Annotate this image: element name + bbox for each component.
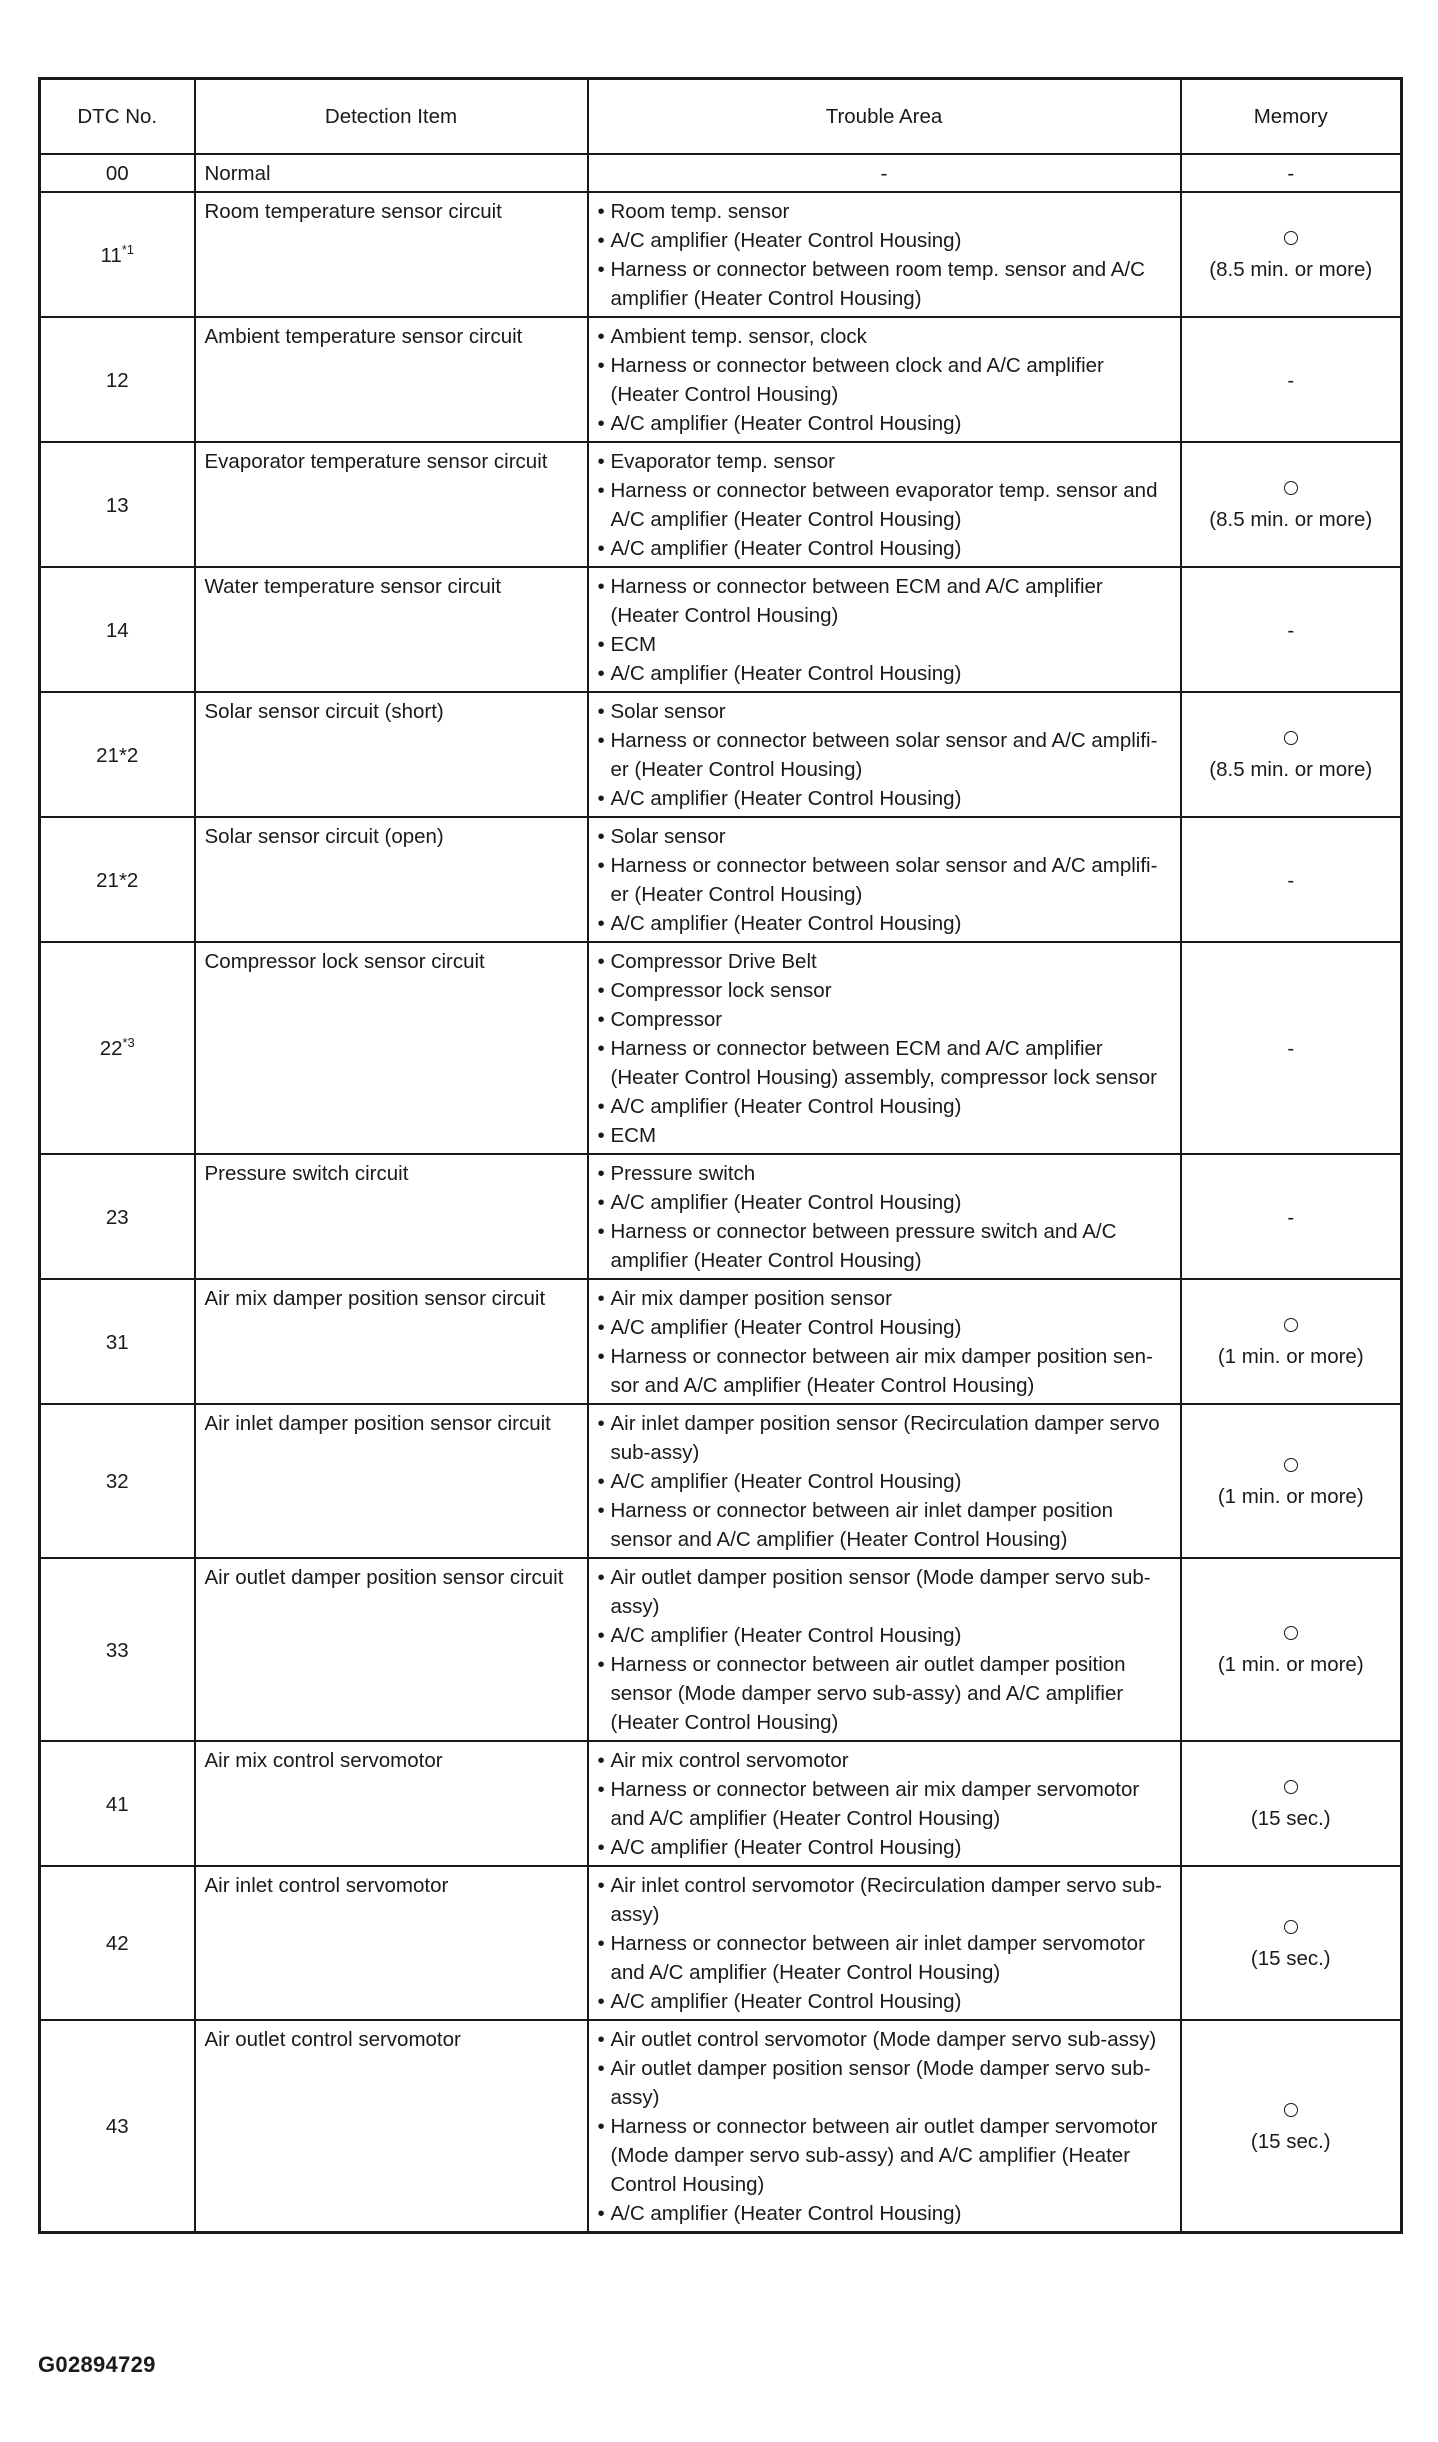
dtc-cell xyxy=(40,442,195,567)
dtc-number: 21*2 xyxy=(96,868,139,892)
trouble-area-item: • Pressure switch xyxy=(598,1159,1171,1188)
table-row xyxy=(40,1866,1402,2020)
table-row xyxy=(40,1558,1402,1741)
trouble-area-item: • A/C amplifier (Heater Control Housing) xyxy=(598,1621,1171,1650)
memory-value: - xyxy=(1287,868,1295,892)
trouble-area-item: • Air outlet damper position sensor (Mode damper servo sub-assy) xyxy=(598,2054,1171,2112)
trouble-area-item: • Harness or connector between solar sensor and A/C amplifi-er (Heater Control Housing) xyxy=(598,851,1171,909)
memory-value: (8.5 min. or more) xyxy=(1209,508,1373,531)
trouble-area-cell: - xyxy=(588,154,1181,192)
trouble-area-item: • Air mix damper position sensor xyxy=(598,1284,1171,1313)
trouble-area-list xyxy=(598,1284,1171,1400)
dtc-footnote-mark: *1 xyxy=(121,241,135,257)
detection-item-cell: Air inlet control servomotor xyxy=(195,1866,588,2020)
dtc-table xyxy=(38,77,1403,2234)
table-row xyxy=(40,942,1402,1154)
trouble-area-cell xyxy=(588,1558,1181,1741)
trouble-area-item: • ECM xyxy=(598,630,1171,659)
trouble-area-list xyxy=(598,197,1171,313)
table-header-row xyxy=(40,79,1402,155)
memory-value: - xyxy=(1287,162,1295,185)
trouble-area-item: • Harness or connector between ECM and A/C amplifier (Heater Control Housing) xyxy=(598,572,1171,630)
memory-circle-icon xyxy=(1284,1626,1298,1640)
trouble-area-item: • Room temp. sensor xyxy=(598,197,1171,226)
memory-cell xyxy=(1181,817,1402,942)
trouble-area-item: • Harness or connector between air inlet damper position sensor and A/C amplifier (Heater Control Housing) xyxy=(598,1496,1171,1554)
memory-circle-icon xyxy=(1284,1780,1298,1794)
dtc-number: 31 xyxy=(105,1330,129,1354)
table-row xyxy=(40,1404,1402,1558)
memory-cell xyxy=(1181,1279,1402,1404)
trouble-area-cell xyxy=(588,192,1181,317)
trouble-area-item: • A/C amplifier (Heater Control Housing) xyxy=(598,226,1171,255)
table-row xyxy=(40,192,1402,317)
trouble-area-item: • A/C amplifier (Heater Control Housing) xyxy=(598,1092,1171,1121)
memory-circle-icon xyxy=(1284,231,1298,245)
trouble-area-list xyxy=(598,2025,1171,2228)
trouble-area-item: • A/C amplifier (Heater Control Housing) xyxy=(598,2199,1171,2228)
memory-cell xyxy=(1181,1558,1402,1741)
trouble-area-item: • Solar sensor xyxy=(598,697,1171,726)
memory-cell xyxy=(1181,1404,1402,1558)
memory-value: - xyxy=(1287,1037,1295,1060)
memory-value: - xyxy=(1287,368,1295,392)
trouble-area-cell xyxy=(588,2020,1181,2233)
trouble-area-list xyxy=(598,1409,1171,1554)
dtc-number: 23 xyxy=(105,1205,129,1229)
memory-cell xyxy=(1181,192,1402,317)
dtc-cell xyxy=(40,1866,195,2020)
trouble-area-list xyxy=(598,1746,1171,1862)
memory-cell xyxy=(1181,1154,1402,1279)
table-row xyxy=(40,2020,1402,2233)
table-row xyxy=(40,1279,1402,1404)
dtc-cell xyxy=(40,1404,195,1558)
dtc-cell xyxy=(40,1154,195,1279)
trouble-area-item: • Harness or connector between air mix damper servomotor and A/C amplifier (Heater Control Housing) xyxy=(598,1775,1171,1833)
header-detection-item: Detection Item xyxy=(195,79,588,155)
detection-item-cell: Solar sensor circuit (open) xyxy=(195,817,588,942)
memory-cell xyxy=(1181,154,1402,192)
trouble-area-item: • A/C amplifier (Heater Control Housing) xyxy=(598,784,1171,813)
trouble-area-cell xyxy=(588,1154,1181,1279)
detection-item-cell: Pressure switch circuit xyxy=(195,1154,588,1279)
trouble-area-cell xyxy=(588,567,1181,692)
detection-item-cell: Solar sensor circuit (short) xyxy=(195,692,588,817)
table-row xyxy=(40,154,1402,192)
trouble-area-item: • Harness or connector between air outlet damper position sensor (Mode damper servo sub-assy) and A/C amplifier (Heater Control Housing) xyxy=(598,1650,1171,1737)
trouble-area-item: • A/C amplifier (Heater Control Housing) xyxy=(598,1467,1171,1496)
trouble-area-item: • Harness or connector between pressure switch and A/C amplifier (Heater Control Housing) xyxy=(598,1217,1171,1275)
trouble-area-item: • A/C amplifier (Heater Control Housing) xyxy=(598,409,1171,438)
trouble-area-item: • Air inlet damper position sensor (Recirculation damper servo sub-assy) xyxy=(598,1409,1171,1467)
memory-cell xyxy=(1181,317,1402,442)
table-body xyxy=(40,154,1402,2233)
trouble-area-item: • Evaporator temp. sensor xyxy=(598,447,1171,476)
memory-value: - xyxy=(1287,618,1295,642)
dtc-cell xyxy=(40,817,195,942)
memory-circle-icon xyxy=(1284,1318,1298,1332)
memory-value: (1 min. or more) xyxy=(1217,1484,1364,1508)
detection-item-cell: Compressor lock sensor circuit xyxy=(195,942,588,1154)
dtc-number: 33 xyxy=(105,1638,129,1662)
trouble-area-list xyxy=(598,697,1171,813)
trouble-area-item: • A/C amplifier (Heater Control Housing) xyxy=(598,534,1171,563)
detection-item-cell: Air mix damper position sensor circuit xyxy=(195,1279,588,1404)
memory-value: (15 sec.) xyxy=(1250,1946,1331,1970)
memory-cell xyxy=(1181,442,1402,567)
trouble-area-list xyxy=(598,1159,1171,1275)
trouble-area-item: • A/C amplifier (Heater Control Housing) xyxy=(598,659,1171,688)
trouble-area-list xyxy=(598,947,1171,1150)
trouble-area-cell xyxy=(588,1741,1181,1866)
memory-cell xyxy=(1181,942,1402,1154)
trouble-area-item: • Harness or connector between ECM and A/C amplifier (Heater Control Housing) assembly, compressor lock sensor xyxy=(598,1034,1171,1092)
detection-item-cell: Air outlet control servomotor xyxy=(195,2020,588,2233)
table-row xyxy=(40,1154,1402,1279)
table-row xyxy=(40,817,1402,942)
memory-value: (1 min. or more) xyxy=(1217,1653,1364,1676)
trouble-area-item: • A/C amplifier (Heater Control Housing) xyxy=(598,1188,1171,1217)
trouble-area-list xyxy=(598,822,1171,938)
memory-circle-icon xyxy=(1284,1920,1298,1934)
dtc-cell xyxy=(40,1558,195,1741)
header-trouble-area: Trouble Area xyxy=(588,79,1181,155)
memory-value: (1 min. or more) xyxy=(1217,1345,1364,1368)
dtc-cell xyxy=(40,1741,195,1866)
table-row xyxy=(40,692,1402,817)
trouble-area-cell xyxy=(588,1404,1181,1558)
detection-item-cell: Normal xyxy=(195,154,588,192)
dtc-cell xyxy=(40,154,195,192)
trouble-area-item: • Harness or connector between clock and A/C amplifier (Heater Control Housing) xyxy=(598,351,1171,409)
dtc-number: 43 xyxy=(105,2115,129,2138)
dtc-cell xyxy=(40,567,195,692)
trouble-area-item: • Compressor Drive Belt xyxy=(598,947,1171,976)
memory-circle-icon xyxy=(1284,1458,1298,1472)
dtc-cell xyxy=(40,942,195,1154)
trouble-area-item: • Air outlet damper position sensor (Mode damper servo sub-assy) xyxy=(598,1563,1171,1621)
table-row xyxy=(40,567,1402,692)
detection-item-cell: Air mix control servomotor xyxy=(195,1741,588,1866)
trouble-area-item: • Harness or connector between solar sensor and A/C amplifi-er (Heater Control Housing) xyxy=(598,726,1171,784)
memory-circle-icon xyxy=(1284,481,1298,495)
trouble-area-item: • Air mix control servomotor xyxy=(598,1746,1171,1775)
memory-cell xyxy=(1181,567,1402,692)
trouble-area-cell xyxy=(588,692,1181,817)
table-row xyxy=(40,317,1402,442)
memory-value: - xyxy=(1287,1205,1295,1229)
figure-id: G02894729 xyxy=(38,2352,156,2377)
trouble-area-item: • Air inlet control servomotor (Recirculation damper servo sub-assy) xyxy=(598,1871,1171,1929)
dtc-number: 11 xyxy=(100,243,122,267)
memory-cell xyxy=(1181,692,1402,817)
memory-value: (15 sec.) xyxy=(1250,2129,1331,2153)
dtc-cell xyxy=(40,692,195,817)
trouble-area-list xyxy=(598,447,1171,563)
trouble-area-item: • Compressor xyxy=(598,1005,1171,1034)
table-row xyxy=(40,1741,1402,1866)
detection-item-cell: Evaporator temperature sensor circuit xyxy=(195,442,588,567)
detection-item-cell: Room temperature sensor circuit xyxy=(195,192,588,317)
header-memory: Memory xyxy=(1181,79,1402,155)
trouble-area-cell xyxy=(588,942,1181,1154)
dtc-number: 13 xyxy=(105,493,129,517)
trouble-area-item: • A/C amplifier (Heater Control Housing) xyxy=(598,1833,1171,1862)
trouble-area-list xyxy=(598,322,1171,438)
trouble-area-item: • Harness or connector between air mix damper position sen-sor and A/C amplifier (Heater Control Housing) xyxy=(598,1342,1171,1400)
dtc-number: 32 xyxy=(105,1470,129,1493)
dtc-number: 41 xyxy=(105,1792,129,1816)
trouble-area-list xyxy=(598,1563,1171,1737)
dtc-number: 42 xyxy=(105,1932,129,1955)
trouble-area-item: • Solar sensor xyxy=(598,822,1171,851)
memory-cell xyxy=(1181,1741,1402,1866)
table-row xyxy=(40,442,1402,567)
memory-circle-icon xyxy=(1284,731,1298,745)
trouble-area-cell xyxy=(588,442,1181,567)
dtc-cell xyxy=(40,317,195,442)
dtc-cell xyxy=(40,1279,195,1404)
trouble-area-list xyxy=(598,572,1171,688)
detection-item-cell: Air inlet damper position sensor circuit xyxy=(195,1404,588,1558)
trouble-area-list xyxy=(598,1871,1171,2016)
trouble-area-cell xyxy=(588,817,1181,942)
trouble-area-item: • A/C amplifier (Heater Control Housing) xyxy=(598,1313,1171,1342)
trouble-area-item: • Ambient temp. sensor, clock xyxy=(598,322,1171,351)
trouble-area-item: • Harness or connector between room temp. sensor and A/C amplifier (Heater Control Housing) xyxy=(598,255,1171,313)
detection-item-cell: Air outlet damper position sensor circuit xyxy=(195,1558,588,1741)
dtc-number: 21*2 xyxy=(96,743,139,767)
dtc-number: 22 xyxy=(99,1037,123,1060)
dtc-number: 00 xyxy=(105,162,129,185)
trouble-area-item: • Compressor lock sensor xyxy=(598,976,1171,1005)
memory-circle-icon xyxy=(1284,2103,1298,2117)
trouble-area-item: • Harness or connector between air inlet damper servomotor and A/C amplifier (Heater Control Housing) xyxy=(598,1929,1171,1987)
dtc-cell xyxy=(40,192,195,317)
trouble-area-cell xyxy=(588,317,1181,442)
memory-value: (8.5 min. or more) xyxy=(1209,258,1373,281)
memory-cell xyxy=(1181,2020,1402,2233)
trouble-area-cell xyxy=(588,1279,1181,1404)
header-dtc-no: DTC No. xyxy=(40,79,195,155)
detection-item-cell: Water temperature sensor circuit xyxy=(195,567,588,692)
trouble-area-item: • Harness or connector between evaporator temp. sensor and A/C amplifier (Heater Control Housing) xyxy=(598,476,1171,534)
trouble-area-cell xyxy=(588,1866,1181,2020)
dtc-cell xyxy=(40,2020,195,2233)
memory-value: (8.5 min. or more) xyxy=(1209,758,1373,781)
memory-cell xyxy=(1181,1866,1402,2020)
detection-item-cell: Ambient temperature sensor circuit xyxy=(195,317,588,442)
memory-value: (15 sec.) xyxy=(1250,1807,1331,1830)
trouble-area-item: • Harness or connector between air outlet damper servomotor (Mode damper servo sub-assy) and A/C amplifier (Heater Control Housing) xyxy=(598,2112,1171,2199)
dtc-footnote-mark: *3 xyxy=(122,1035,135,1051)
trouble-area-item: • Air outlet control servomotor (Mode damper servo sub-assy) xyxy=(598,2025,1171,2054)
trouble-area-item: • A/C amplifier (Heater Control Housing) xyxy=(598,909,1171,938)
trouble-area-item: • ECM xyxy=(598,1121,1171,1150)
trouble-area-item: • A/C amplifier (Heater Control Housing) xyxy=(598,1987,1171,2016)
dtc-number: 12 xyxy=(105,368,129,392)
dtc-number: 14 xyxy=(105,618,129,642)
